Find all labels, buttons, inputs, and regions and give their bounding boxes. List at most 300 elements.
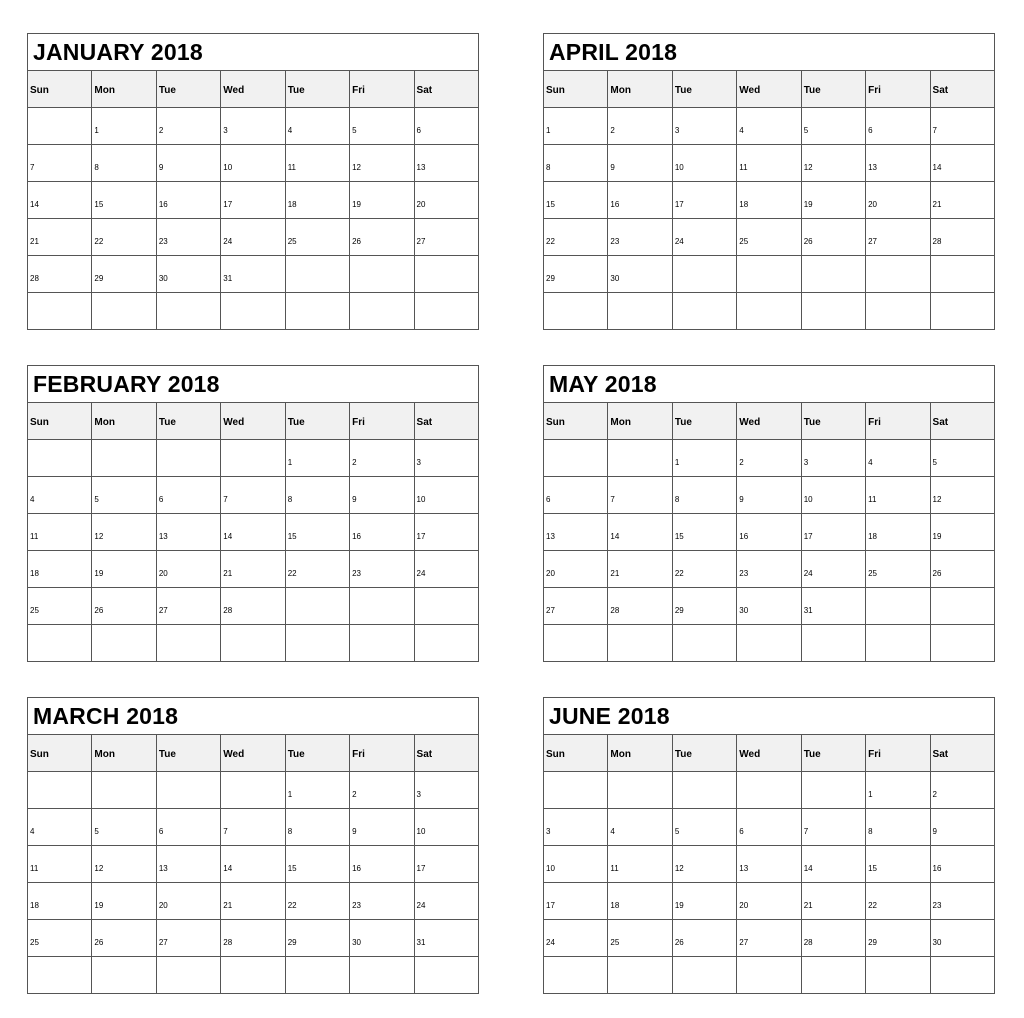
day-number: 26 [352,237,362,246]
day-cell [350,145,414,182]
day-number: 17 [416,864,426,873]
day-cell [672,182,736,219]
day-number: 10 [546,864,555,873]
week-row [544,957,995,994]
day-number: 27 [416,237,426,246]
day-number: 21 [610,569,620,578]
day-cell [28,846,92,883]
weekday-label: Tue [156,403,220,440]
day-number: 15 [868,864,878,873]
day-number: 2 [610,126,615,135]
day-cell [28,145,92,182]
week-row [28,219,479,256]
day-cell [285,551,349,588]
day-number: 14 [803,864,813,873]
weekday-label: Wed [737,735,801,772]
day-cell [414,809,478,846]
day-number: 22 [287,901,297,910]
day-cell [414,625,478,662]
day-cell [28,108,92,145]
day-number: 14 [610,532,620,541]
day-cell [350,772,414,809]
day-cell [866,551,930,588]
day-number: 5 [803,126,809,135]
day-cell [866,883,930,920]
day-cell [92,108,156,145]
day-cell [544,440,608,477]
day-cell [350,440,414,477]
week-row [544,846,995,883]
month-grid [27,697,479,994]
day-cell [221,477,285,514]
day-cell [544,256,608,293]
day-cell [737,108,801,145]
day-number: 26 [94,938,104,947]
day-cell [801,809,865,846]
day-cell [930,846,994,883]
day-cell [544,809,608,846]
day-cell [801,108,865,145]
day-number: 25 [287,237,297,246]
weekday-label: Fri [866,403,930,440]
day-cell [414,440,478,477]
day-cell [801,772,865,809]
day-cell [801,551,865,588]
weekday-label: Sat [414,403,478,440]
day-cell [544,477,608,514]
week-row [544,440,995,477]
weekday-label: Mon [608,71,672,108]
day-number: 19 [674,901,684,910]
day-number: 22 [287,569,297,578]
day-number: 10 [674,163,684,172]
day-cell [285,256,349,293]
day-cell [28,772,92,809]
day-number: 12 [674,864,684,873]
day-number: 6 [739,827,744,836]
day-number: 27 [739,938,749,947]
day-cell [285,772,349,809]
day-number: 4 [868,458,873,467]
day-cell [737,219,801,256]
day-cell [930,219,994,256]
day-number: 22 [674,569,684,578]
day-cell [866,772,930,809]
day-number: 24 [416,901,426,910]
day-number: 27 [158,606,168,615]
day-cell [930,809,994,846]
day-cell [28,809,92,846]
day-number: 20 [416,200,426,209]
day-number: 13 [739,864,749,873]
day-number: 24 [223,237,233,246]
day-cell [156,440,220,477]
day-cell [608,293,672,330]
week-row [28,440,479,477]
day-cell [156,846,220,883]
day-cell [28,477,92,514]
day-number: 3 [546,827,551,836]
month-grid [27,365,479,662]
day-cell [672,108,736,145]
day-number: 26 [674,938,684,947]
day-cell [608,440,672,477]
weekday-label: Sun [544,403,608,440]
month-calendar [543,33,995,330]
day-number: 9 [352,495,357,504]
day-number: 20 [868,200,878,209]
day-cell [285,920,349,957]
day-number: 13 [546,532,555,541]
day-cell [801,293,865,330]
day-number: 21 [932,200,942,209]
day-cell [866,809,930,846]
day-number: 30 [739,606,749,615]
day-number: 8 [546,163,551,172]
day-cell [350,957,414,994]
day-cell [92,145,156,182]
day-number: 17 [674,200,684,209]
day-cell [221,883,285,920]
day-cell [672,957,736,994]
day-number: 2 [352,790,357,799]
day-number: 31 [416,938,426,947]
day-cell [156,588,220,625]
day-cell [414,588,478,625]
day-cell [866,440,930,477]
day-cell [28,182,92,219]
day-cell [156,920,220,957]
day-number: 13 [416,163,426,172]
day-cell [672,514,736,551]
day-number: 13 [158,864,168,873]
day-cell [156,108,220,145]
day-number: 29 [287,938,297,947]
day-cell [930,182,994,219]
weekday-label: Mon [92,735,156,772]
day-cell [930,883,994,920]
week-row [544,293,995,330]
day-cell [92,477,156,514]
week-row [28,920,479,957]
day-number: 15 [94,200,104,209]
weekday-header-row [544,735,995,772]
day-number: 21 [223,901,233,910]
day-cell [930,477,994,514]
day-cell [285,883,349,920]
day-cell [866,108,930,145]
day-number: 16 [932,864,942,873]
day-cell [92,293,156,330]
day-cell [350,256,414,293]
day-number: 16 [352,864,362,873]
week-row [544,108,995,145]
day-number: 19 [932,532,942,541]
day-number: 5 [352,126,357,135]
day-cell [156,772,220,809]
day-number: 25 [30,938,39,947]
day-cell [414,846,478,883]
weekday-header-row [544,71,995,108]
day-number: 23 [610,237,620,246]
day-cell [414,477,478,514]
day-cell [28,920,92,957]
day-number: 22 [868,901,878,910]
day-cell [608,514,672,551]
week-row [544,772,995,809]
day-cell [28,625,92,662]
day-cell [221,182,285,219]
day-cell [544,108,608,145]
day-number: 27 [158,938,168,947]
weekday-label: Sun [544,735,608,772]
day-number: 22 [546,237,555,246]
day-cell [930,145,994,182]
day-cell [414,256,478,293]
day-number: 3 [223,126,228,135]
day-cell [350,625,414,662]
day-number: 17 [546,901,555,910]
weekday-label: Fri [866,71,930,108]
day-number: 11 [30,864,39,873]
weekday-label: Tue [672,403,736,440]
weekday-label: Mon [608,403,672,440]
day-number: 8 [94,163,99,172]
day-number: 30 [158,274,168,283]
day-cell [28,219,92,256]
day-cell [350,182,414,219]
day-number: 11 [30,532,39,541]
day-cell [737,293,801,330]
day-cell [801,256,865,293]
weekday-header-row [28,403,479,440]
weekday-label: Sun [28,71,92,108]
weekday-label: Mon [608,735,672,772]
weekday-label: Sun [28,735,92,772]
weekday-label: Tue [801,71,865,108]
day-cell [544,920,608,957]
day-cell [866,957,930,994]
day-cell [737,957,801,994]
day-cell [801,477,865,514]
day-number: 23 [352,901,362,910]
day-number: 29 [546,274,555,283]
day-number: 2 [352,458,357,467]
day-number: 13 [868,163,878,172]
day-cell [92,846,156,883]
weekday-label: Tue [285,735,349,772]
day-number: 23 [739,569,749,578]
day-cell [414,182,478,219]
day-number: 9 [739,495,744,504]
day-cell [28,293,92,330]
day-number: 15 [546,200,555,209]
day-cell [28,551,92,588]
month-title: MAY 2018 [544,366,995,403]
day-number: 9 [932,827,937,836]
week-row [544,809,995,846]
day-cell [350,920,414,957]
day-cell [737,514,801,551]
day-cell [737,625,801,662]
day-cell [221,293,285,330]
day-cell [672,809,736,846]
day-cell [92,957,156,994]
day-cell [930,957,994,994]
day-number: 21 [803,901,813,910]
week-row [28,772,479,809]
day-number: 1 [287,790,293,799]
day-cell [92,219,156,256]
day-cell [414,772,478,809]
day-cell [801,846,865,883]
weekday-label: Mon [92,71,156,108]
day-cell [544,551,608,588]
week-row [544,514,995,551]
day-cell [608,588,672,625]
day-number: 3 [674,126,680,135]
weekday-label: Tue [156,71,220,108]
day-cell [221,809,285,846]
week-row [544,625,995,662]
day-number: 12 [352,163,362,172]
day-cell [608,883,672,920]
day-number: 20 [739,901,749,910]
day-number: 8 [287,827,293,836]
week-row [28,846,479,883]
day-number: 28 [803,938,813,947]
day-number: 28 [223,606,233,615]
day-number: 16 [610,200,620,209]
day-number: 19 [803,200,813,209]
day-number: 29 [674,606,684,615]
weekday-label: Tue [672,71,736,108]
day-number: 7 [223,495,228,504]
day-number: 7 [803,827,809,836]
month-title: FEBRUARY 2018 [28,366,479,403]
day-cell [414,219,478,256]
day-cell [414,145,478,182]
day-cell [414,551,478,588]
day-cell [672,440,736,477]
day-cell [608,256,672,293]
month-title: JANUARY 2018 [28,34,479,71]
day-cell [285,108,349,145]
month-grid [543,365,995,662]
day-number: 15 [287,532,297,541]
day-cell [156,145,220,182]
day-cell [866,219,930,256]
day-number: 2 [932,790,937,799]
day-number: 8 [674,495,680,504]
month-calendar [543,697,995,994]
day-cell [737,551,801,588]
day-number: 1 [94,126,99,135]
day-cell [801,588,865,625]
day-cell [672,219,736,256]
week-row [28,514,479,551]
week-row [28,883,479,920]
day-number: 24 [674,237,684,246]
day-number: 1 [287,458,293,467]
day-cell [801,145,865,182]
day-cell [866,256,930,293]
day-cell [92,809,156,846]
weekday-label: Sat [930,403,994,440]
day-cell [608,809,672,846]
day-cell [544,772,608,809]
day-number: 9 [352,827,357,836]
day-cell [672,551,736,588]
day-number: 8 [287,495,293,504]
day-cell [930,588,994,625]
day-cell [930,108,994,145]
day-cell [866,846,930,883]
day-cell [221,588,285,625]
day-cell [801,957,865,994]
day-number: 9 [158,163,164,172]
weekday-label: Wed [737,403,801,440]
day-cell [92,514,156,551]
day-cell [285,514,349,551]
day-cell [801,625,865,662]
day-number: 6 [416,126,421,135]
day-cell [930,440,994,477]
weekday-label: Tue [801,735,865,772]
week-row [28,625,479,662]
day-cell [801,182,865,219]
day-number: 12 [803,163,813,172]
day-cell [866,293,930,330]
day-cell [930,551,994,588]
day-cell [866,182,930,219]
day-number: 10 [416,827,426,836]
day-cell [285,809,349,846]
day-cell [672,846,736,883]
day-cell [221,551,285,588]
day-cell [156,809,220,846]
day-cell [608,182,672,219]
day-cell [930,920,994,957]
day-number: 18 [868,532,878,541]
day-cell [92,551,156,588]
day-number: 4 [739,126,744,135]
day-cell [28,588,92,625]
day-cell [285,846,349,883]
day-cell [737,256,801,293]
month-title: MARCH 2018 [28,698,479,735]
day-cell [92,588,156,625]
day-cell [350,514,414,551]
day-cell [350,551,414,588]
day-cell [737,182,801,219]
day-cell [737,846,801,883]
day-number: 31 [223,274,233,283]
day-number: 6 [158,495,164,504]
day-cell [544,625,608,662]
day-cell [156,551,220,588]
day-number: 14 [30,200,39,209]
day-number: 6 [546,495,551,504]
day-number: 31 [803,606,813,615]
weekday-label: Tue [285,403,349,440]
weekday-label: Tue [156,735,220,772]
day-number: 11 [610,864,619,873]
day-cell [285,440,349,477]
day-cell [930,625,994,662]
day-cell [285,293,349,330]
day-number: 28 [223,938,233,947]
